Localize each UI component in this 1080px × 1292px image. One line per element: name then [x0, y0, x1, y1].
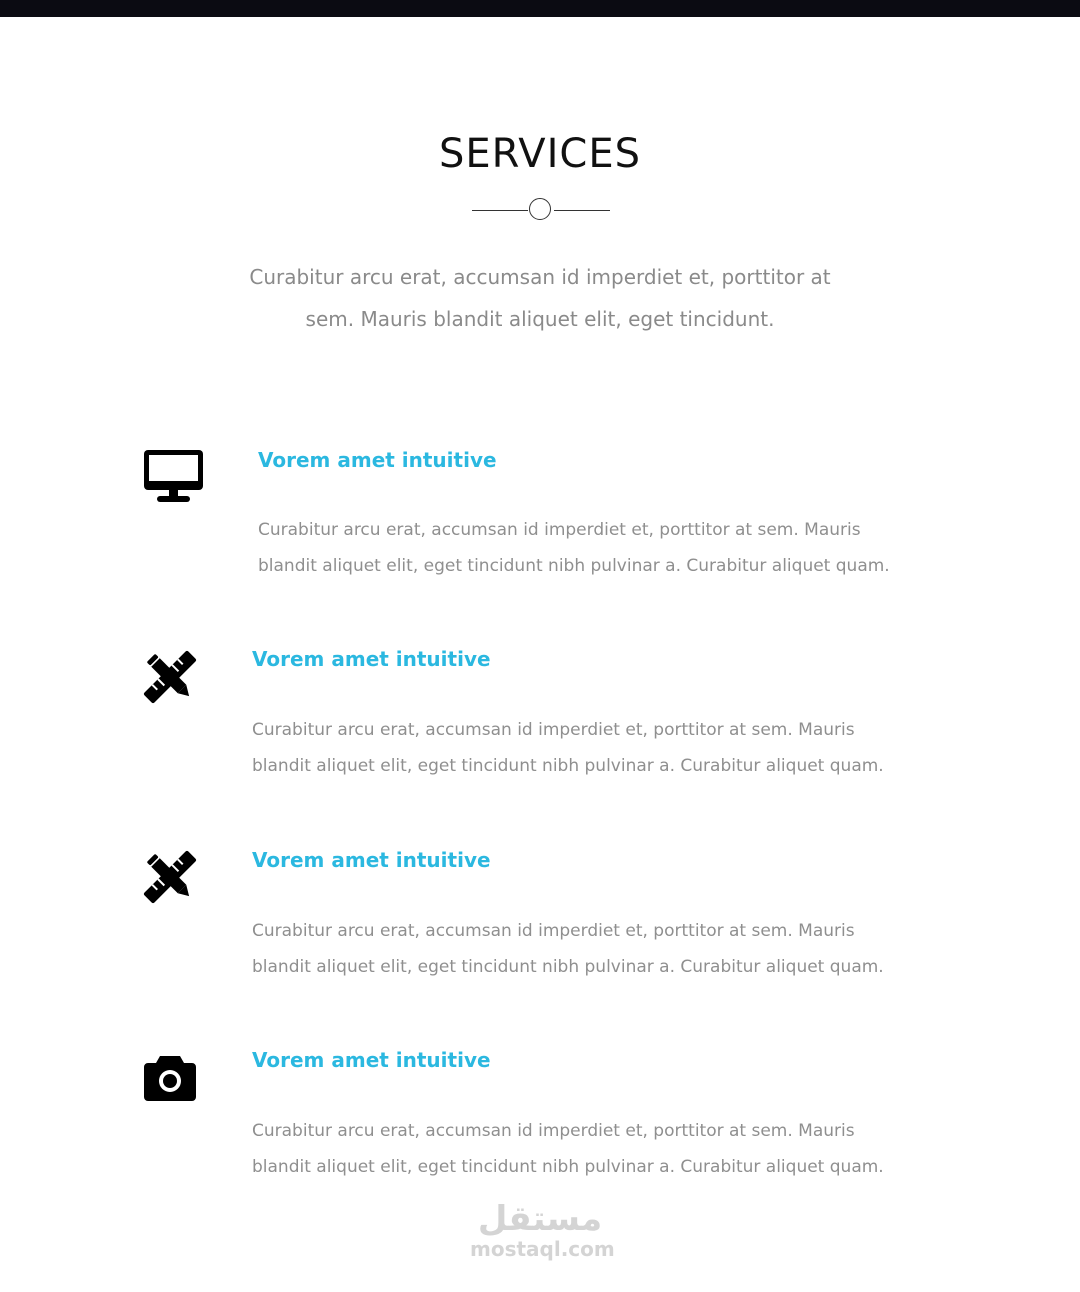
service-title: Vorem amet intuitive: [252, 647, 491, 671]
service-description: Curabitur arcu erat, accumsan id imperdiet et, porttitor at sem. Mauris blandit aliquet elit, eget tincidunt nibh pulvinar a. Curabitur aliquet quam.: [252, 1121, 884, 1177]
divider-line-right: [554, 210, 610, 211]
desktop-icon: [143, 449, 204, 503]
divider-circle: [529, 198, 551, 220]
divider-line-left: [472, 210, 528, 211]
service-description: Curabitur arcu erat, accumsan id imperdiet et, porttitor at sem. Mauris blandit aliquet elit, eget tincidunt nibh pulvinar a. Curabitur aliquet quam.: [252, 921, 884, 977]
service-description: Curabitur arcu erat, accumsan id imperdiet et, porttitor at sem. Mauris blandit aliquet elit, eget tincidunt nibh pulvinar a. Curabitur aliquet quam.: [258, 520, 890, 576]
section-title: SERVICES: [438, 131, 642, 177]
service-description: Curabitur arcu erat, accumsan id imperdiet et, porttitor at sem. Mauris blandit aliquet elit, eget tincidunt nibh pulvinar a. Curabitur aliquet quam.: [252, 720, 884, 776]
camera-icon: [143, 1054, 197, 1101]
title-divider: [472, 198, 610, 224]
mostaql-watermark: [470, 1199, 615, 1261]
section-intro: Curabitur arcu erat, accumsan id imperdiet et, porttitor at sem. Mauris blandit aliquet elit, eget tincidunt.: [249, 265, 831, 331]
service-title: Vorem amet intuitive: [252, 1048, 491, 1072]
top-bar: [0, 0, 1080, 17]
watermark-latin: mostaql.com: [470, 1237, 615, 1261]
service-title: Vorem amet intuitive: [258, 448, 497, 472]
pencil-ruler-icon: [143, 850, 197, 904]
watermark-arabic: مستقل: [477, 1199, 603, 1239]
pencil-ruler-icon: [143, 650, 197, 704]
service-title: Vorem amet intuitive: [252, 848, 491, 872]
